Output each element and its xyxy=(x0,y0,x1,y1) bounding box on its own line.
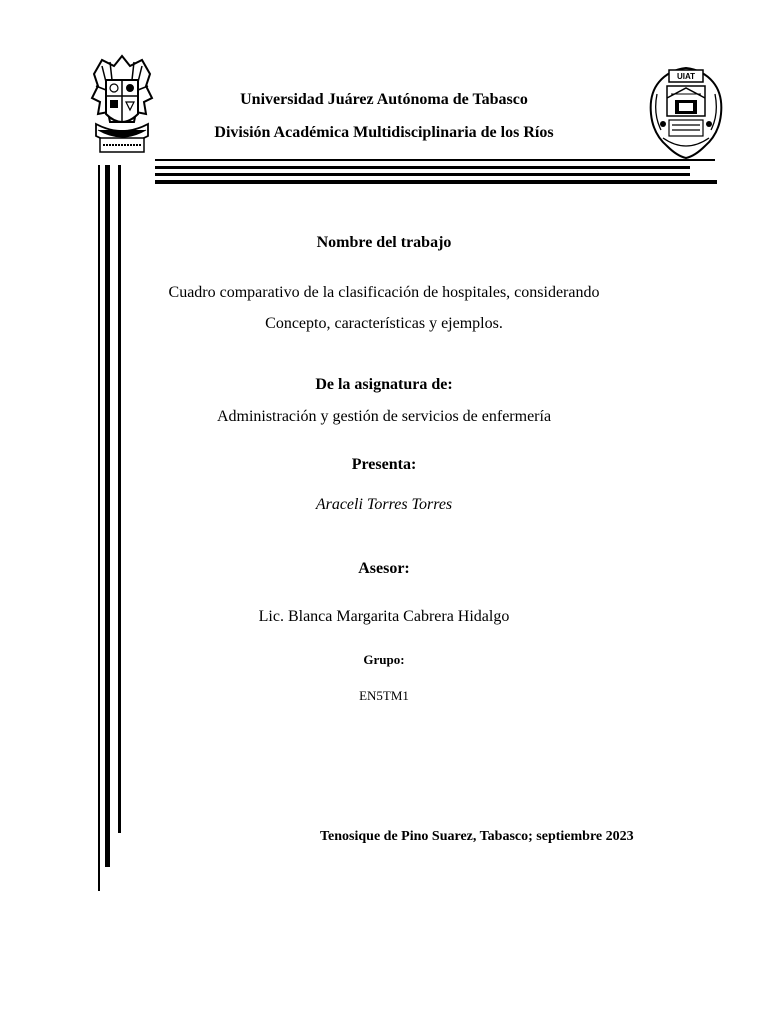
group-value: EN5TM1 xyxy=(359,688,409,703)
university-name: Universidad Juárez Autónoma de Tabasco xyxy=(240,91,528,108)
header-rule-thin xyxy=(155,159,715,161)
seal-text: UIAT xyxy=(676,72,696,81)
subject-heading: De la asignatura de: xyxy=(315,376,453,393)
margin-rule-2 xyxy=(105,165,110,867)
advisor-heading: Asesor: xyxy=(358,560,410,577)
work-title-line2: Concepto, características y ejemplos. xyxy=(265,315,503,332)
subject-value: Administración y gestión de servicios de enfermería xyxy=(216,408,552,425)
division-name: División Académica Multidisciplinaria de los Ríos xyxy=(214,124,554,141)
header-rule-thick xyxy=(155,180,717,184)
group-heading: Grupo: xyxy=(363,652,405,667)
work-heading: Nombre del trabajo xyxy=(316,234,452,251)
header-rule-mid xyxy=(155,166,690,169)
header-rule-2 xyxy=(155,173,690,176)
uiat-seal-icon xyxy=(645,64,727,160)
presenter-value: Araceli Torres Torres xyxy=(315,496,453,513)
division-seal-logo xyxy=(645,64,727,160)
presenter-heading: Presenta: xyxy=(351,456,417,473)
margin-rule-1 xyxy=(98,165,100,891)
advisor-value: Lic. Blanca Margarita Cabrera Hidalgo xyxy=(258,608,510,625)
place-date: Tenosique de Pino Suarez, Tabasco; septiembre 2023 xyxy=(320,829,634,844)
work-title-line1: Cuadro comparativo de la clasificación de hospitales, considerando xyxy=(168,284,600,301)
